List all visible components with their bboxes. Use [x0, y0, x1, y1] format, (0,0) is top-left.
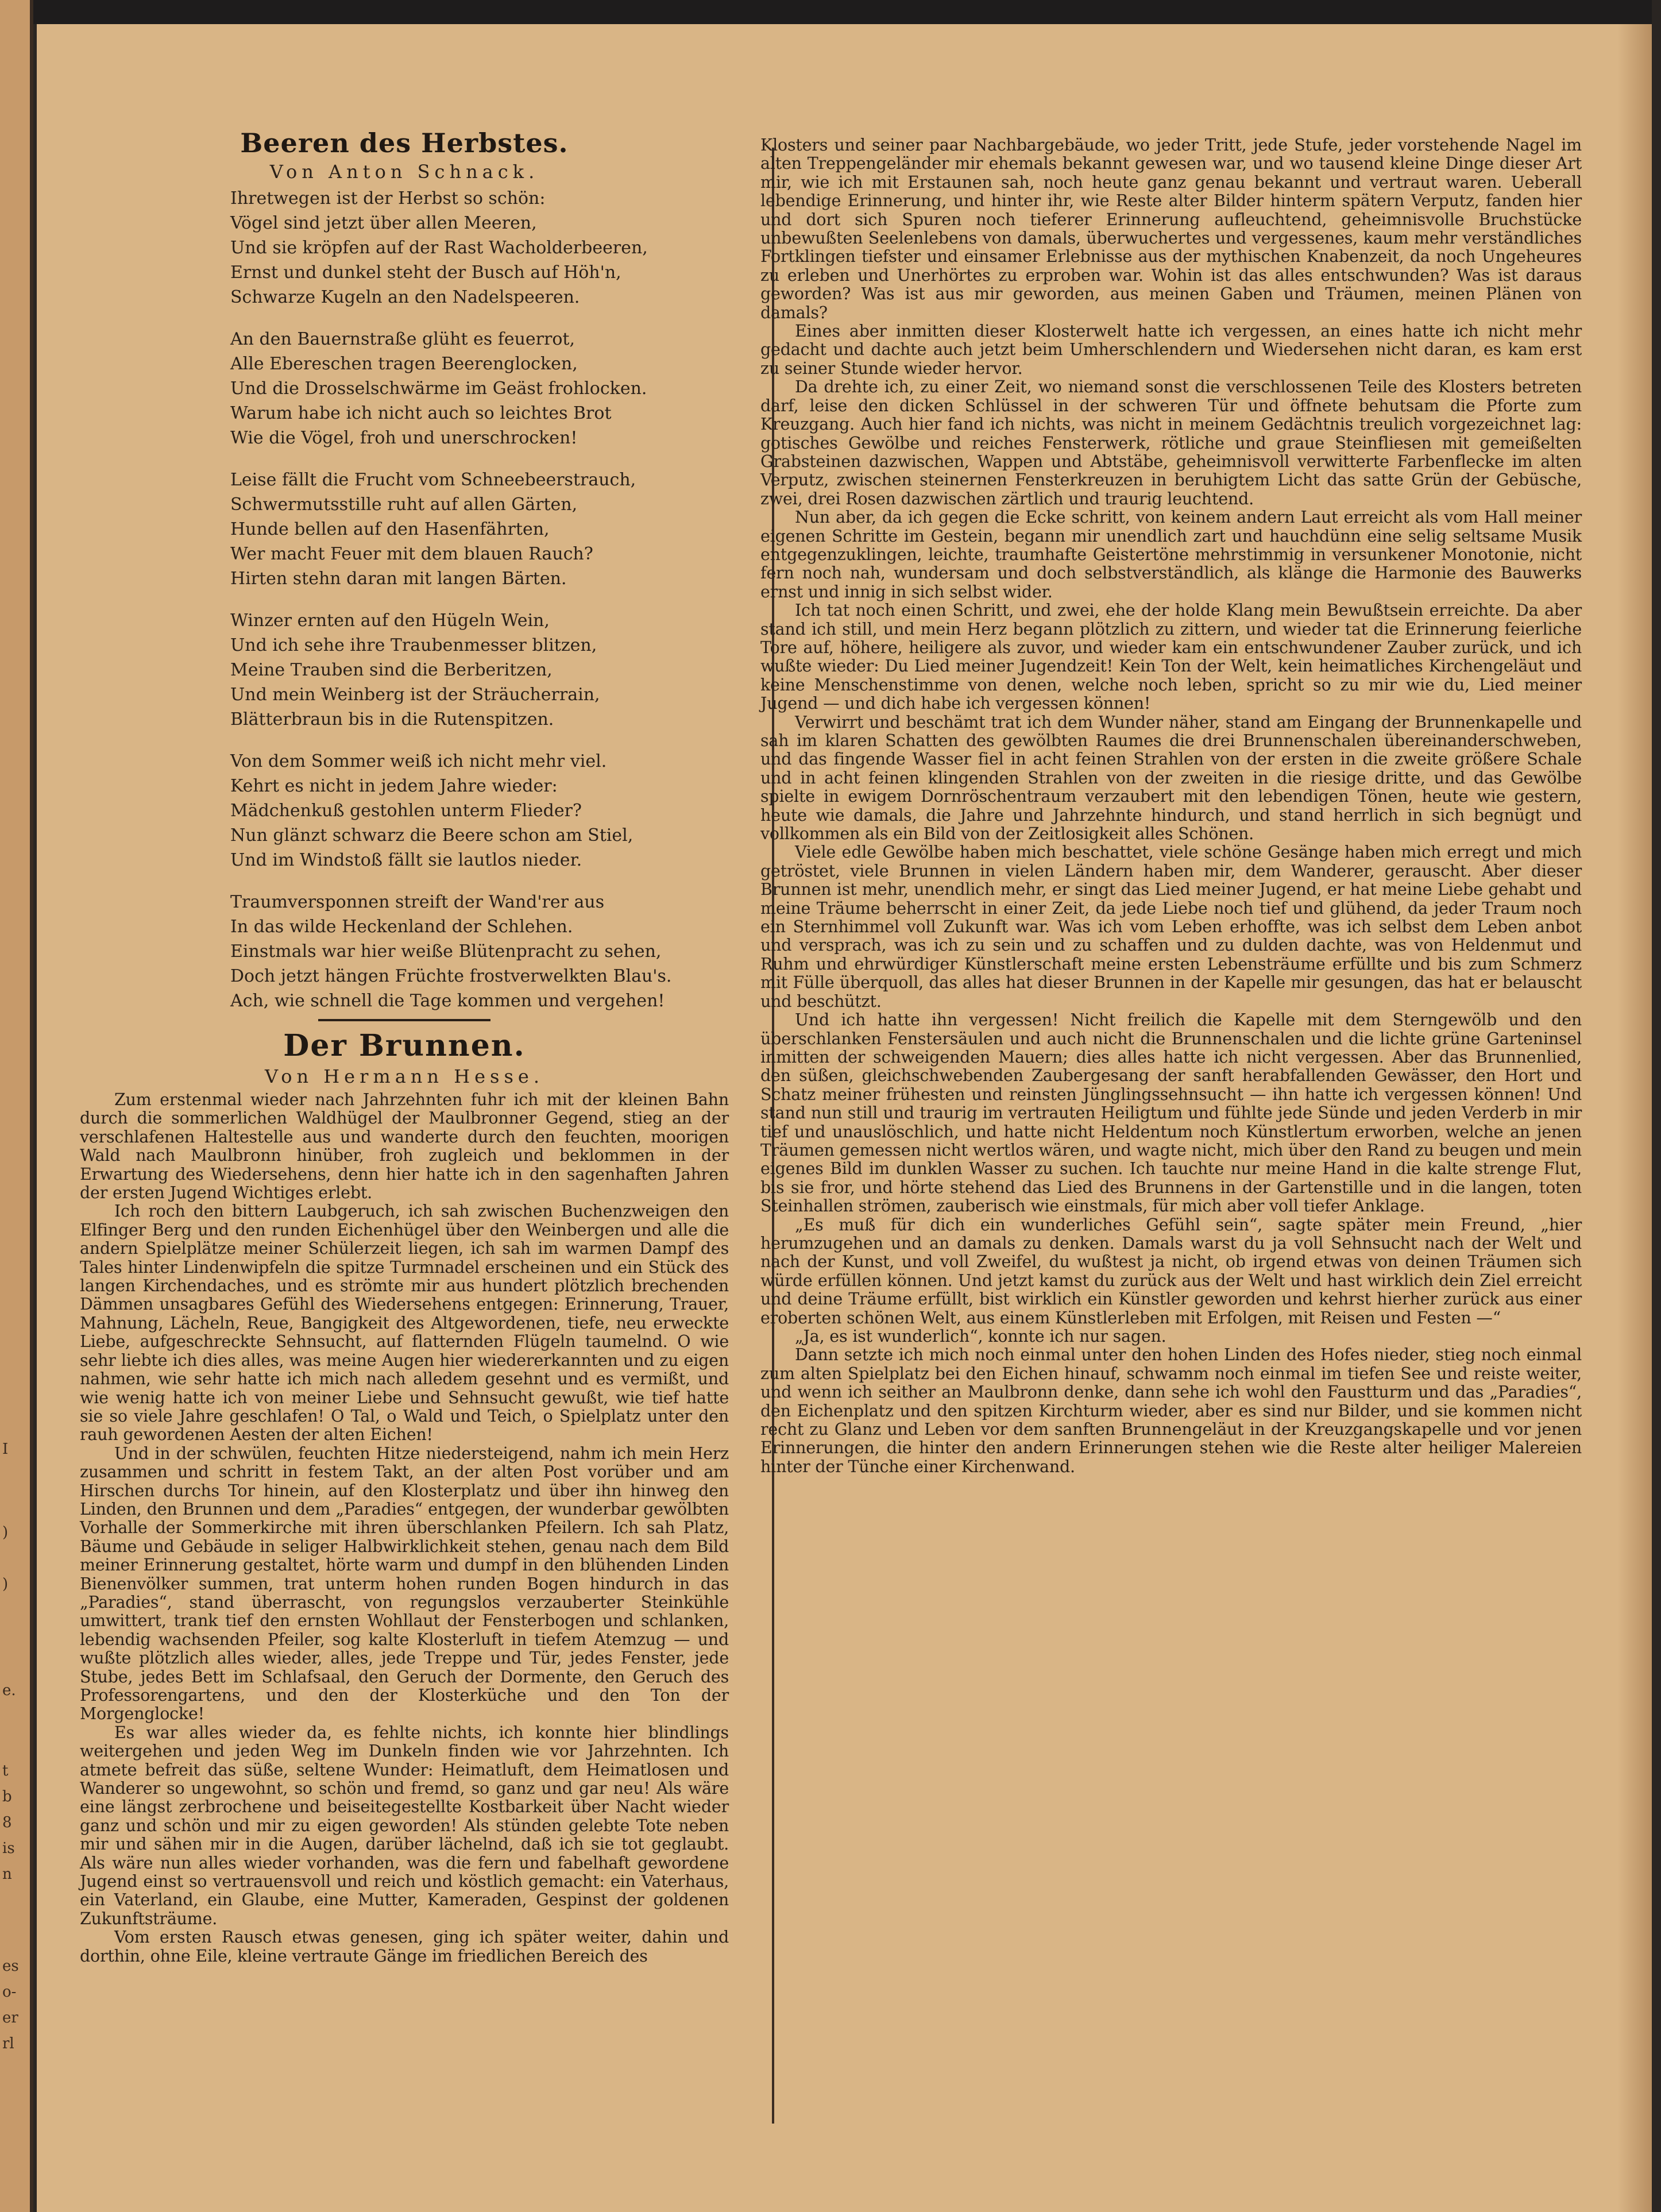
- story-paragraph: Klosters und seiner paar Nachbargebäude, wo jeder Tritt, jede Stufe, jeder vorstehende Nagel im alten Treppengeländer mir ehemals bekannt gewesen war, und wo tausend kleine Dinge dieser Art mir, wie ich mit Erstaunen sah, noch heute ganz genau bekannt und vertraut waren. Ueberall lebendige Erinnerung, und hinter ihr, wie Reste alter Bilder hinterm spätern Verputz, fanden hier und dort sich Spuren noch tieferer Erinnerung aufleuchtend, geheimnisvolle Bruchstücke unbewußten Seelenlebens von damals, überwuchertes und vergessenes, kaum mehr verständliches Fortklingen tiefster und einsamer Erlebnisse aus der mythischen Knabenzeit, da noch Ungeheures zu erleben und Unerhörtes zu erproben war. Wohin ist das alles entschwunden? Was ist daraus geworden? Was ist aus mir geworden, aus meinen Gaben und Träumen, meinen Plänen von damals?: [760, 136, 1582, 322]
- verse-line: Hunde bellen auf den Hasenfährten,: [230, 519, 550, 539]
- book-spine-shadow: [30, 0, 33, 2212]
- edge-fragment: n: [2, 1866, 12, 1883]
- story-paragraph: Ich tat noch einen Schritt, und zwei, ehe der holde Klang mein Bewußtsein erreichte. Da aber stand ich still, und mein Herz begann plötzlich zu zittern, und wieder tat die Erinnerung feierliche Tore auf, höhere, heiligere als zuvor, und wieder kam ein entschwundener Zauber zurück, und ich wußte wieder: Du Lied meiner Jugendzeit! Kein Ton der Welt, kein heimatliches Kirchengeläut und keine Menschenstimme von denen, welche noch leben, spricht so zu mir wie du, Lied meiner Jugend — und dich habe ich vergessen können!: [760, 601, 1582, 713]
- edge-fragment: ): [2, 1576, 9, 1593]
- poem-byline: Von Anton Schnack.: [269, 161, 539, 183]
- poem-stanza: [230, 749, 729, 873]
- verse-line: Ihretwegen ist der Herbst so schön:: [230, 188, 546, 209]
- poem-stanza: [230, 890, 729, 1013]
- verse-line: Warum habe ich nicht auch so leichtes Brot: [230, 403, 612, 423]
- story-paragraph: Da drehte ich, zu einer Zeit, wo niemand sonst die verschlossenen Teile des Klosters betreten darf, leise den dicken Schlüssel in der schweren Tür und öffnete behutsam die Pforte zum Kreuzgang. Auch hier fand ich nichts, was nicht in meinem Gedächtnis treulich vorgezeichnet lag: gotisches Gewölbe und reiches Fensterwerk, rötliche und graue Steinfliesen mit gemeißelten Grabsteinen dazwischen, Wappen und Abtstäbe, geheimnisvoll verwitterte Farbenflecke im alten Verputz, zwischen steinernen Fensterkreuzen in beruhigtem Licht das satte Grün der Gebüsche, zwei, drei Rosen dazwischen zärtlich und traurig leuchtend.: [760, 377, 1582, 508]
- verse-line: Einstmals war hier weiße Blütenpracht zu sehen,: [230, 941, 662, 962]
- edge-fragment: o-: [2, 1983, 17, 2001]
- story-paragraph: „Es muß für dich ein wunderliches Gefühl sein“, sagte später mein Freund, „hier herumzugehen und an damals zu denken. Damals warst du ja voll Sehnsucht nach der Welt und nach der Kunst, und voll Zweifel, du wußtest ja nicht, ob irgend etwas von deinen Träumen sich würde erfüllen können. Und jetzt kamst du zurück aus der Welt und hast wirklich dein Ziel erreicht und deine Träume erfüllt, bist wirklich ein Künstler geworden und kehrst hierher zurück aus einer eroberten schönen Welt, aus einem Künstlerleben mit Erfolgen, mit Reisen und Festen —“: [760, 1215, 1582, 1327]
- story-paragraph: Ich roch den bittern Laubgeruch, ich sah zwischen Buchenzweigen den Elfinger Berg und den runden Eichenhügel über den Weinbergen und alle die andern Spielplätze meiner Schülerzeit liegen, ich sah im warmen Dampf des Tales hinter Lindenwipfeln die spitze Turmnadel erscheinen und ein Stück des langen Kirchendaches, und es strömte mir aus hundert plötzlich brechenden Dämmen unsagbares Gefühl des Wiedersehens entgegen: Erinnerung, Trauer, Mahnung, Lächeln, Reue, Bangigkeit des Altgewordenen, tiefe, neu erweckte Liebe, aufgeschreckte Sehnsucht, auf flatternden Flügeln taumelnd. O wie sehr liebte ich dies alles, was meine Augen hier wiedererkannten und zu eigen nahmen, wie sehr hatte ich mich nach alledem gesehnt und es vermißt, und wie wenig hatte ich von meiner Liebe und Sehnsucht gewußt, wie tief hatte sie so viele Jahre geschlafen! O Tal, o Wald und Teich, o Spielplatz unter den rauh gewordenen Aesten der alten Eichen!: [80, 1202, 729, 1445]
- verse-line: Nun glänzt schwarz die Beere schon am Stiel,: [230, 825, 634, 846]
- verse-line: Schwarze Kugeln an den Nadelspeeren.: [230, 287, 580, 307]
- story-body-right: [760, 136, 1582, 1476]
- verse-line: Ernst und dunkel steht der Busch auf Höh'n,: [230, 262, 621, 283]
- verse-line: Blätterbraun bis in die Rutenspitzen.: [230, 709, 554, 729]
- verse-line: Wie die Vögel, froh und unerschrocken!: [230, 428, 578, 448]
- story-paragraph: „Ja, es ist wunderlich“, konnte ich nur sagen.: [795, 1327, 1166, 1346]
- poem-stanza: [230, 186, 729, 310]
- verse-line: Und die Drosselschwärme im Geäst frohlocken.: [230, 379, 647, 399]
- verse-line: Traumversponnen streift der Wand'rer aus: [230, 892, 605, 912]
- poem-stanza: [230, 468, 729, 591]
- verse-line: Und ich sehe ihre Traubenmesser blitzen,: [230, 635, 597, 655]
- verse-line: Alle Ebereschen tragen Beerenglocken,: [230, 354, 578, 374]
- story-paragraph: Viele edle Gewölbe haben mich beschattet, viele schöne Gesänge haben mich erregt und mich getröstet, viele Brunnen in vielen Ländern haben mir, dem Wanderer, gerauscht. Aber dieser Brunnen ist mehr, unendlich mehr, er singt das Lied meiner Jugend, er hat meine Liebe gehabt und meine Träume beherrscht in einer Zeit, da jede Liebe noch tief und glühend, da jeder Traum noch ein Sternhimmel voll Zukunft war. Was ich vom Leben erhoffte, was ich selbst dem Leben anbot und versprach, was ich zu sein und zu schaffen und zu dulden dachte, was von Heldenmut und Ruhm und ehrwürdiger Künstlerschaft meine ersten Lebensträume erfüllte und bis zum Schmerz mit Fülle überquoll, das alles hat dieser Brunnen in der Kapelle mir gesungen, das hat er belauscht und beschützt.: [760, 843, 1582, 1011]
- story-paragraph: Und in der schwülen, feuchten Hitze niedersteigend, nahm ich mein Herz zusammen und schritt in festem Takt, an der alten Post vorüber und am Hirschen durchs Tor hinein, auf den Klosterplatz und über ihn hinweg den Linden, den Brunnen und dem „Paradies“ entgegen, der wunderbar gewölbten Vorhalle der Sommerkirche mit ihren überschlanken Pfeilern. Ich sah Platz, Bäume und Gebäude in seliger Halbwirklichkeit stehen, genau nach dem Bild meiner Erinnerung gestaltet, hörte warm und dumpf in den blühenden Linden Bienenvölker summen, trat unterm hohen runden Bogen hindurch in das „Paradies“, stand überrascht, von regungslos verzauberter Steinkühle umwittert, trank tief den ernsten Wohllaut der Fensterbogen und schlanken, lebendig wachsenden Pfeiler, sog kalte Klosterluft in tiefem Atemzug — und wußte plötzlich alles wieder, alles, jede Treppe und Tür, jedes Fenster, jede Stube, jedes Bett im Schlafsaal, den Geruch der Dormente, den Geruch des Professorengartens, und den der Klosterküche und den Ton der Morgenglocke!: [80, 1443, 729, 1724]
- story-paragraph: Nun aber, da ich gegen die Ecke schritt, von keinem andern Laut erreicht als vom Hall meiner eigenen Schritte im Gestein, begann mir unendlich zart und hauchdünn eine selig seltsame Musik entgegenzuklingen, leichte, traumhafte Geistertöne mehrstimmig in versunkener Monotonie, nicht fern noch nah, wundersam und doch selbstverständlich, als klänge die Harmonie des Bauwerks ernst und innig in sich selbst wider.: [760, 508, 1582, 601]
- verse-line: Vögel sind jetzt über allen Meeren,: [230, 213, 537, 233]
- verse-line: Ach, wie schnell die Tage kommen und vergehen!: [230, 991, 665, 1011]
- verse-line: An den Bauernstraße glüht es feuerrot,: [230, 329, 575, 349]
- scan-background-right: [1652, 0, 1661, 2212]
- poem-body: [230, 186, 729, 1013]
- verse-line: Doch jetzt hängen Früchte frostverwelkten Blau's.: [230, 966, 672, 986]
- story-body-left: [80, 1091, 729, 1966]
- verse-line: Und mein Weinberg ist der Sträucherrain,: [230, 685, 600, 705]
- verse-line: Wer macht Feuer mit dem blauen Rauch?: [230, 544, 593, 564]
- verse-line: Und sie kröpfen auf der Rast Wacholderbeeren,: [230, 238, 648, 258]
- left-column: [80, 128, 729, 1966]
- story-title: Der Brunnen.: [283, 1028, 526, 1063]
- story-paragraph: Dann setzte ich mich noch einmal unter den hohen Linden des Hofes nieder, stieg noch einmal zum alten Spielplatz bei den Eichen hinauf, schwamm noch einmal im tiefen See und reiste weiter, und wenn ich seither an Maulbronn denke, dann sehe ich wohl den Faustturm und das „Paradies“, den Eichenplatz und den spitzen Kirchturm wieder, aber es sind nur Bilder, und sie kommen nicht recht zu Glanz und Leben vor dem sanften Brunnengeläut in der Kreuzgangskapelle und vor jenen Erinnerungen, die hinter den andern Erinnerungen stehen wie die Reste alter heiliger Malereien hinter der Tünche einer Kirchenwand.: [760, 1345, 1582, 1476]
- poem-stanza: [230, 327, 729, 450]
- edge-fragment: I: [2, 1441, 9, 1458]
- verse-line: Hirten stehn daran mit langen Bärten.: [230, 569, 567, 589]
- verse-line: Von dem Sommer weiß ich nicht mehr viel.: [230, 751, 607, 771]
- verse-line: Winzer ernten auf den Hügeln Wein,: [230, 611, 550, 631]
- verse-line: Und im Windstoß fällt sie lautlos nieder.: [230, 850, 582, 870]
- adjacent-page-edge: [0, 0, 33, 2212]
- section-rule: [318, 1019, 490, 1021]
- poem-title: Beeren des Herbstes.: [240, 128, 569, 159]
- story-byline: Von Hermann Hesse.: [265, 1066, 544, 1087]
- story-paragraph: Vom ersten Rausch etwas genesen, ging ich später weiter, dahin und dorthin, ohne Eile, kleine vertraute Gänge im friedlichen Bereich des: [80, 1928, 729, 1966]
- page-edge-shadow: [1617, 24, 1652, 2212]
- story-paragraph: Zum erstenmal wieder nach Jahrzehnten fuhr ich mit der kleinen Bahn durch die sommerlichen Waldhügel der Maulbronner Gegend, stieg an der verschlafenen Haltestelle aus und wanderte durch den feuchten, moorigen Wald nach Maulbronn hinüber, froh zugleich und beklommen in der Erwartung des Wiedersehens, denn hier hatte ich in den sagenhaften Jahren der ersten Jugend Wichtiges erlebt.: [80, 1090, 729, 1203]
- story-paragraph: Eines aber inmitten dieser Klosterwelt hatte ich vergessen, an eines hatte ich nicht mehr gedacht und dachte auch jetzt beim Umherschlendern und Wiedersehen nicht daran, es kam erst zu seiner Stunde wieder hervor.: [760, 322, 1582, 378]
- edge-fragment: e.: [2, 1682, 16, 1699]
- story-paragraph: Verwirrt und beschämt trat ich dem Wunder näher, stand am Eingang der Brunnenkapelle und sah im klaren Schatten des gewölbten Raumes die drei Brunnenschalen übereinanderschweben, und das fingende Wasser fiel in acht feinen Strahlen von der ersten in die zweite größere Schale und in acht feinen klingenden Strahlen von der zweiten in die riesige dritte, und das Gewölbe spielte in ewigem Dornröschentraum verzaubert mit den lebendigen Tönen, heute wie gestern, heute wie damals, die Jahre und Jahrzehnte hindurch, und stand herrlich in sich begnügt und vollkommen als ein Bild von der Zeitlosigkeit alles Schönen.: [760, 712, 1582, 844]
- story-paragraph: Und ich hatte ihn vergessen! Nicht freilich die Kapelle mit dem Sterngewölb und den überschlanken Fenstersäulen und auch nicht die Brunnenschalen und die lichte grüne Garteninsel inmitten der schweigenden Mauern; dies alles hatte ich nicht vergessen. Aber das Brunnenlied, den süßen, gleichschwebenden Zaubergesang der sanft herabfallenden Gewässer, den Hort und Schatz meiner frühesten und reinsten Jünglingssehnsucht — ihn hatte ich vergessen können! Und stand nun still und traurig im vertrauten Heiligtum und fühlte jede Sünde und jeden Verderb in mir tief und unauslöschlich, und hatte nicht Heldentum noch Künstlertum erworben, welche an jenen Träumen gemessen nicht wertlos wären, und wagte nicht, mich über den Rand zu beugen und mein eigenes Bild im dunklen Wasser zu suchen. Ich tauchte nur meine Hand in die kalte strenge Flut, bis sie fror, und hörte stehend das Lied des Brunnens in der Gartenstille und in die langen, toten Steinhallen strömen, zauberisch wie einstmals, für mich aber voll tiefer Anklage.: [760, 1010, 1582, 1216]
- verse-line: Schwermutsstille ruht auf allen Gärten,: [230, 495, 578, 515]
- edge-fragment: t: [2, 1762, 9, 1779]
- story-paragraph: Es war alles wieder da, es fehlte nichts, ich konnte hier blindlings weitergehen und jeden Weg im Dunkeln finden wie vor Jahrzehnten. Ich atmete befreit das süße, seltene Wunder: Heimatluft, dem Heimatlosen und Wanderer so ungewohnt, so schön und fremd, so ganz und gar neu! Als wäre eine längst zerbrochene und beiseitegestellte Kostbarkeit über Nacht wieder ganz und schön und mir zu eigen geworden! Als stünden gelebte Tote neben mir und sähen mir in die Augen, darüber lächelnd, daß ich sie tot geglaubt. Als wäre nun alles wieder vorhanden, was die fern und fabelhaft gewordene Jugend einst so vertrauensvoll und reich und köstlich gemacht: ein Vaterhaus, ein Vaterland, ein Glaube, eine Mutter, Kameraden, Gespinst der goldenen Zukunftsträume.: [80, 1723, 729, 1928]
- newspaper-page: [37, 24, 1652, 2212]
- edge-fragment: 8: [2, 1814, 12, 1831]
- edge-fragment: er: [2, 2009, 18, 2026]
- edge-fragment: b: [2, 1788, 12, 1805]
- scan-background-top: [0, 0, 1661, 24]
- edge-fragment: rl: [2, 2035, 14, 2052]
- right-column: [760, 136, 1582, 1476]
- edge-fragment: es: [2, 1958, 19, 1975]
- verse-line: Mädchenkuß gestohlen unterm Flieder?: [230, 801, 582, 821]
- verse-line: Kehrt es nicht in jedem Jahre wieder:: [230, 776, 558, 796]
- verse-line: Leise fällt die Frucht vom Schneebeerstrauch,: [230, 470, 636, 490]
- verse-line: In das wilde Heckenland der Schlehen.: [230, 917, 573, 937]
- verse-line: Meine Trauben sind die Berberitzen,: [230, 660, 553, 680]
- poem-stanza: [230, 608, 729, 732]
- edge-fragment: ): [2, 1524, 9, 1541]
- edge-fragment: is: [2, 1840, 15, 1857]
